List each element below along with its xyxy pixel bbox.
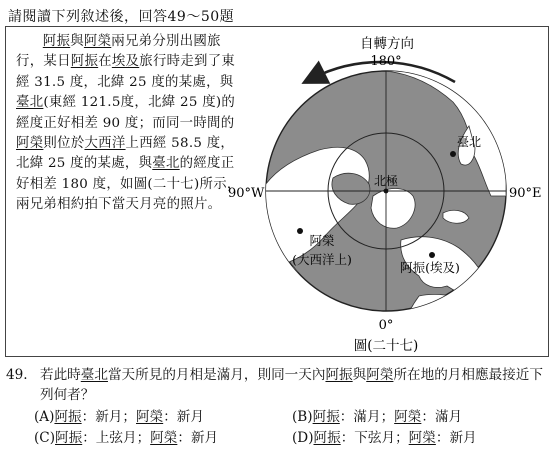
label-180: 180°	[370, 54, 402, 69]
option-person-a: 阿振	[54, 409, 82, 425]
question-number: 49.	[6, 367, 28, 383]
passage-proper-noun: 臺北	[16, 95, 44, 111]
option-person-b: 阿榮	[408, 430, 436, 446]
option-person-a: 阿振	[313, 430, 341, 446]
section-intro: 請閱讀下列敘述後，回答49～50題	[8, 9, 235, 25]
option-a[interactable]	[34, 405, 204, 425]
question-stem	[40, 365, 556, 405]
pole-label: 北極	[373, 174, 399, 188]
passage-proper-noun: 阿振	[42, 34, 71, 49]
azhen-dot	[429, 252, 435, 258]
question-proper-noun: 臺北	[80, 367, 108, 383]
option-c[interactable]	[34, 426, 218, 446]
option-d[interactable]	[292, 426, 477, 446]
passage-text: 則位於	[43, 136, 85, 152]
passage-text: 的經度正好相差 180 度，如圖(二十七)所示，兩兄弟相約拍下當天月亮的照片。	[16, 156, 241, 213]
passage-text: 兩兄弟分別出國旅行，某日	[16, 34, 221, 70]
passage-text: (東經 121.5度，北緯 25 度)的經度正好相差 90 度；而同一時間的	[16, 95, 236, 131]
passage-text: 在	[98, 54, 112, 70]
azhen-label: 阿振(埃及)	[400, 260, 460, 275]
taipei-label: 臺北	[457, 135, 482, 149]
passage-text: 上西經 58.5 度，北緯 25 度的某處，與	[16, 136, 235, 172]
passage-text	[16, 32, 244, 216]
option-b[interactable]	[292, 405, 462, 425]
option-person-a: 阿振	[312, 409, 340, 425]
passage-proper-noun: 阿榮	[83, 34, 112, 49]
question-text: 當天所見的月相是滿月，則同一天內	[107, 367, 326, 383]
passage-proper-noun: 阿榮	[16, 136, 44, 152]
passage-proper-noun: 阿振	[70, 54, 99, 70]
arong-dot	[297, 228, 303, 234]
arong-label-name: 阿榮	[309, 233, 335, 248]
option-value-a: ：上弦月；	[82, 430, 151, 446]
option-value-b: ：新月	[177, 430, 219, 446]
option-value-b: ：新月	[435, 430, 477, 446]
option-value-a: ：滿月；	[339, 409, 395, 425]
question-text: 若此時	[40, 367, 81, 383]
passage-text: 與	[70, 34, 84, 49]
north-pole-dot	[384, 189, 389, 194]
passage-proper-noun: 臺北	[152, 156, 180, 172]
option-value-b: ：新月	[163, 409, 204, 425]
arong-label-place: (大西洋上)	[292, 252, 352, 267]
label-0: 0°	[378, 318, 394, 333]
option-key: (A)	[34, 409, 55, 425]
question-proper-noun: 阿振	[325, 367, 353, 383]
question-proper-noun: 阿榮	[366, 367, 394, 383]
figure-caption: 圖(二十七)	[353, 338, 419, 354]
taipei-dot	[450, 151, 456, 157]
passage-paragraph	[16, 32, 244, 216]
passage-proper-noun: 埃及	[111, 54, 140, 70]
passage-text: 旅行時走到了東經 31.5 度，北緯 25 度的某處，與	[16, 54, 236, 90]
rotation-label: 自轉方向	[360, 36, 414, 52]
option-value-a: ：下弦月；	[340, 430, 409, 446]
question-text: 與	[352, 367, 367, 383]
polar-map-figure	[223, 28, 549, 358]
option-value-b: ：滿月	[421, 409, 463, 425]
polar-map-svg	[223, 28, 549, 358]
label-90w: 90°W	[228, 186, 265, 201]
option-person-b: 阿榮	[150, 430, 178, 446]
option-person-b: 阿榮	[136, 409, 164, 425]
option-person-a: 阿振	[55, 430, 83, 446]
passage-proper-noun: 大西洋	[84, 136, 126, 152]
option-key: (D)	[292, 430, 314, 446]
question-text: 所在地的月相應最接近下列何者？	[40, 367, 543, 403]
option-key: (B)	[292, 409, 313, 425]
option-value-a: ：新月；	[81, 409, 136, 425]
option-person-b: 阿榮	[394, 409, 422, 425]
option-key: (C)	[34, 430, 56, 446]
label-90e: 90°E	[509, 186, 542, 201]
